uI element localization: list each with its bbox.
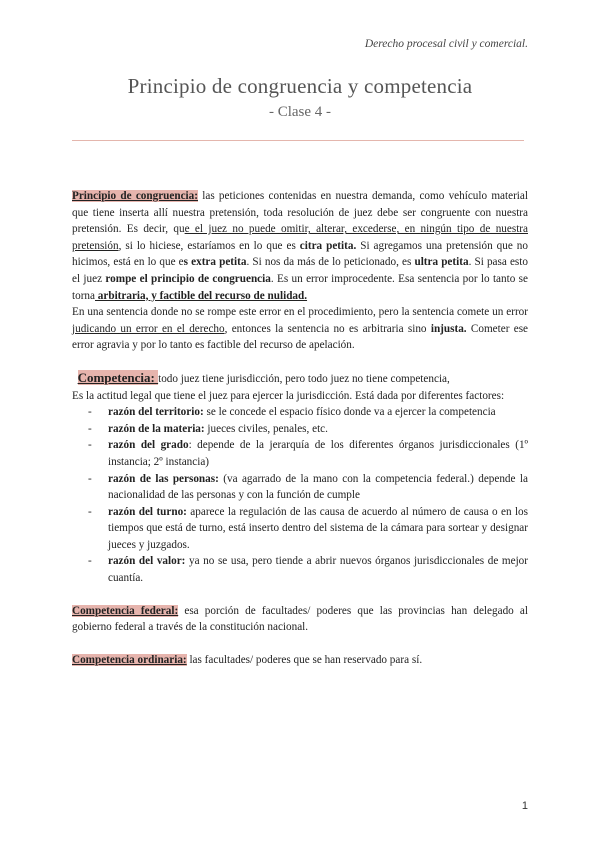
list-item xyxy=(72,404,528,421)
dash: - xyxy=(88,505,92,518)
title-divider xyxy=(72,140,524,141)
text: . Si nos da más de lo peticionado, es xyxy=(246,256,415,269)
page-title: Principio de congruencia y competencia xyxy=(127,74,473,98)
competencia-heading-line xyxy=(72,370,528,388)
competencia-definition: Es la actitud legal que tiene el juez para ejercer la jurisdicción. Está dada por diferentes factores: xyxy=(72,389,505,402)
bold-term: ultra petita xyxy=(414,256,469,269)
ordinaria-paragraph xyxy=(72,652,528,669)
text: . Si pasa esto el juez xyxy=(72,256,528,285)
list-item xyxy=(72,471,528,504)
underlined-text: judicando un error en el derecho xyxy=(72,322,225,335)
header-course: Derecho procesal civil y comercial. xyxy=(364,38,528,50)
congruencia-label: Principio de congruencia: xyxy=(72,190,198,202)
page-subtitle: - Clase 4 - xyxy=(268,104,332,120)
factor-label: razón del turno: xyxy=(108,505,187,518)
factor-label: razón del grado xyxy=(108,439,189,452)
federal-label: Competencia federal: xyxy=(72,604,179,617)
factor-text: aparece la regulación de las causa de acuerdo al número de causa o en los tiempos que está de turno, está inserto dentro del sistema de la cámara para sortear y designar jueces y juzgados. xyxy=(108,505,529,551)
ordinaria-label: Competencia ordinaria: xyxy=(72,653,187,666)
factor-label: razón del valor: xyxy=(108,555,186,568)
dash: - xyxy=(88,472,92,485)
factor-text: (va agarrado de la mano con la competencia federal.) depende la nacionalidad de las personas y con la función de cumple xyxy=(108,472,528,502)
competencia-label: Competencia: xyxy=(77,369,159,385)
dash: - xyxy=(88,406,92,419)
list-item xyxy=(72,421,528,438)
list-item xyxy=(72,437,528,470)
factor-text: : depende de la jerarquía de los diferentes órganos jurisdiccionales (1º instancia; 2º instancia) xyxy=(108,439,529,468)
list-item xyxy=(72,504,528,554)
dash: - xyxy=(88,555,92,568)
factor-text: jueces civiles, penales, etc. xyxy=(204,422,328,435)
list-item xyxy=(72,553,528,586)
text: En una sentencia donde no se rompe este error en el procedimiento, pero la sentencia comete un error xyxy=(72,306,528,319)
bold-underlined-term: arbitraria, y factible del recurso de nulidad. xyxy=(95,289,308,302)
document-body xyxy=(72,188,528,668)
text: las facultades/ poderes que se han reservado para sí. xyxy=(186,653,423,666)
bold-term: injusta. xyxy=(430,322,467,335)
dash: - xyxy=(88,422,92,435)
bold-term: s extra petita xyxy=(183,256,247,269)
sentencia-paragraph xyxy=(72,304,528,354)
bold-term: rompe el principio de congruencia xyxy=(105,272,271,285)
text: esa porción de facultades/ poderes que las provincias han delegado al gobierno federal a través de la constitución nacional. xyxy=(72,604,528,634)
text: . Es un error improcedente. Esa sentencia por lo tanto se torna xyxy=(72,272,528,302)
congruencia-paragraph xyxy=(72,188,528,304)
dash: - xyxy=(88,439,92,452)
underlined-text: e el juez no puede omitir, alterar, excederse, en ningún tipo de nuestra pretensión xyxy=(72,223,528,252)
text: las peticiones contenidas en nuestra demanda, como vehículo material que tiene inserta allí nuestra pretensión, toda resolución de juez debe ser congruente con nuestra pretensión. Es decir, qu xyxy=(72,190,528,236)
factors-list xyxy=(72,404,528,587)
text: todo juez tiene jurisdicción, pero todo juez no tiene competencia, xyxy=(158,372,450,385)
text: , entonces la sentencia no es arbitraria sino xyxy=(224,322,431,335)
factor-label: razón del territorio: xyxy=(108,406,204,419)
federal-paragraph xyxy=(72,603,528,636)
text: Si agregamos una pretensión que no hicimos, está en lo que e xyxy=(72,239,528,269)
page-number: 1 xyxy=(521,800,528,812)
text: Cometer ese error agravia y por lo tanto es factible del recurso de apelación. xyxy=(72,322,529,352)
factor-text: ya no se usa, pero tiende a abrir nuevos órganos jurisdiccionales de mejor cuantía. xyxy=(108,555,529,585)
factor-label: razón de las personas: xyxy=(108,472,219,485)
text: , si lo hiciese, estaríamos en lo que es xyxy=(118,239,300,252)
bold-term: citra petita. xyxy=(299,239,357,252)
factor-text: se le concede el espacio físico donde va a ejercer la competencia xyxy=(203,406,496,419)
factor-label: razón de la materia: xyxy=(108,422,205,435)
